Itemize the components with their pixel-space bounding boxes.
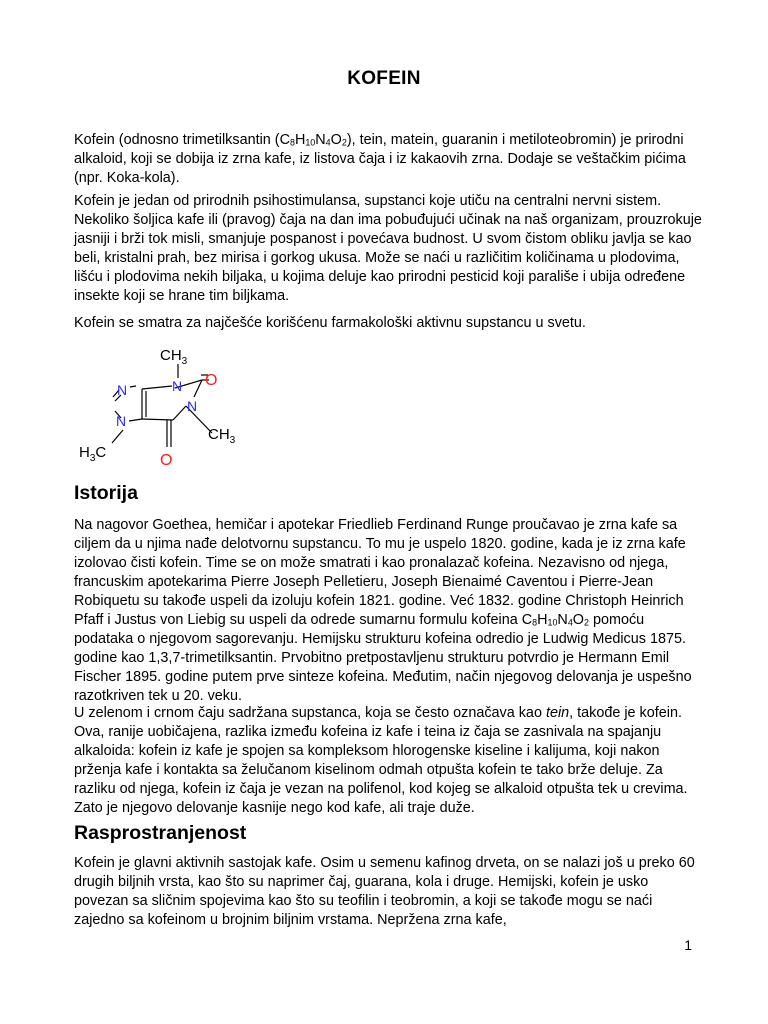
heading-rasprostranjenost: Rasprostranjenost	[74, 822, 247, 844]
atom-n1: N	[187, 398, 198, 414]
methyl-right-label: $CH_3$	[208, 426, 236, 446]
intro-paragraph-2: Kofein je jedan od prirodnih psihostimulansa, supstanci koje utiču na centralni nervni sistem. Nekoliko šoljica kafe ili (pravog) čaja na dan ima pobuđujući učinak na naš organizam, prouzrokuje jasniji i brži tok misli, smanjuje pospanost i povećava budnost. U svom čistom obliku javlja se kao beli, kristalni prah, bez mirisa i gorkog ukusa. Može se naći u različitim količinama u plodovima, lišću i plodovima nekih biljaka, u kojima deluje kao prirodni pesticid koji parališe i ubija određene insekte koji se hrane tim biljkama.	[74, 193, 702, 304]
molecule-atoms	[79, 347, 236, 469]
istorija-paragraph-1: Na nagovor Goethea, hemičar i apotekar Friedlieb Ferdinand Runge proučavao je zrna kafe sa ciljem da u njima nađe delotvornu supstancu. To mu je uspelo 1820. godine, kada je iz zrna kafe izolovao čisti kofein. Time se on može smatrati i kao pronalazač kofeina. Nezavisno od njega, francuskim apotekarima Pierre Joseph Pelletieru, Joseph Bienaimé Caventou i Pierre-Jean Robiquetu su takođe uspeli da izoluju kofein 1821. godine. Već 1832. godine Christoph Heinrich Pfaff i Justus von Liebig su uspeli da odrede sumarnu formulu kofeina $C_8H_{10}N_4O_2$ pomoću podataka o njegovom sagorevanju. Hemijsku strukturu kofeina odredio je Ludwig Medicus 1875. godine kao 1,3,7-trimetilksantin. Prvobitno pretpostavljenu strukturu potvrdio je Hermann Emil Fischer 1895. godine putem prve sinteze kofeina. Međutim, način njegovog delovanja je uspešno razotkriven tek u 20. veku.	[74, 517, 692, 704]
atom-n3: N	[172, 378, 183, 394]
atom-n7: N	[117, 382, 128, 398]
document-title: KOFEIN	[347, 68, 421, 89]
intro-paragraph-3: Kofein se smatra za najčešće korišćenu farmakološki aktivnu supstancu u svetu.	[74, 315, 586, 331]
atom-oxygen-bottom: O	[160, 452, 173, 469]
rasprostranjenost-paragraph-1: Kofein je glavni aktivnih sastojak kafe. Osim u semenu kafinog drveta, on se nalazi još u preko 60 drugih biljnih vrsta, kao što su naprimer čaj, guarana, kola i druge. Hemijski, kofein je usko povezan sa sličnim spojevima kao što su teofilin i teobromin, a koji se takođe mogu se naći zajedno sa kofeinom u brojnim biljnim vrstama. Nepržena zrna kafe,	[74, 855, 695, 928]
methyl-left-label: $H_3C$	[79, 444, 107, 464]
page-number: 1	[684, 937, 692, 953]
caffeine-structure-diagram	[74, 340, 274, 475]
heading-istorija: Istorija	[74, 482, 138, 504]
methyl-top-label: $CH_3$	[160, 347, 188, 367]
atom-n9: N	[116, 413, 127, 429]
intro-paragraph-1: Kofein (odnosno trimetilksantin $(C_8H_{10}N_4O_2)$, tein, matein, guaranin i metiloteobromin) je prirodni alkaloid, koji se dobija iz zrna kafe, iz listova čaja i iz kakaovih zrna. Dodaje se veštačkim pićima (npr. Koka-kola).	[74, 132, 686, 186]
atom-oxygen-top: O	[205, 372, 218, 389]
istorija-paragraph-2: U zelenom i crnom čaju sadržana supstanca, koja se često označava kao tein, takođe je kofein. Ova, ranije uobičajena, razlika između kofeina iz kafe i teina iz čaja se zasnivala na spajanju alkaloida: kofein iz kafe je spojen sa kompleksom hlorogenske kiseline i kalijuma, koji nakon prženja kafe i kontakta sa želučanom kiselinom odmah otpušta kofein te tako brže deluje. Za razliku od njega, kofein iz čaja je vezan na polifenol, kod kojeg se alkaloid otpušta tek u crevima. Zato je njegovo delovanje kasnije nego kod kafe, ali traje duže.	[74, 705, 688, 816]
